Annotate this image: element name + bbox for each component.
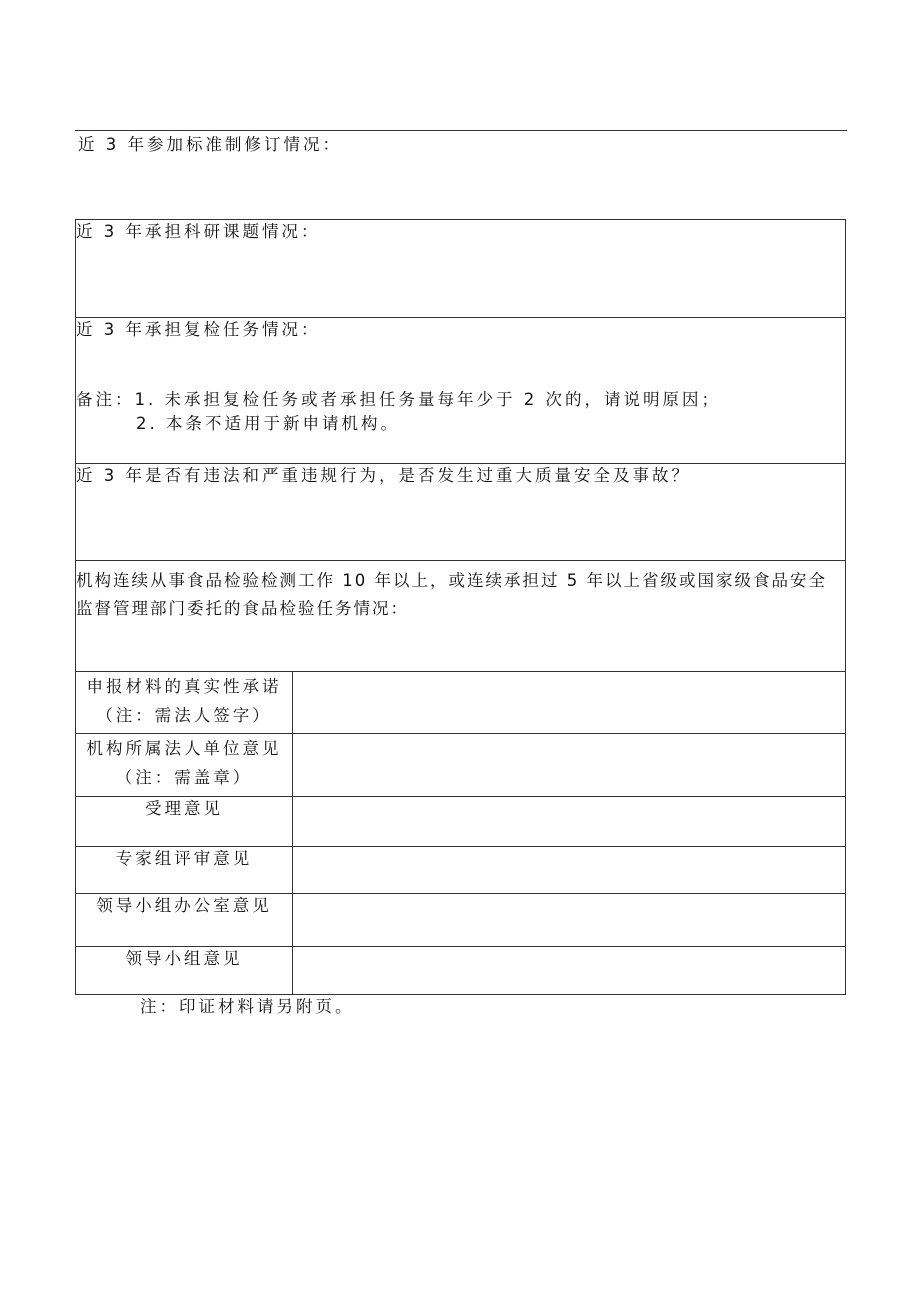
legal-unit-row bbox=[76, 734, 846, 797]
legal-unit-label: 机构所属法人单位意见 bbox=[86, 739, 282, 758]
leadership-value-cell[interactable] bbox=[293, 947, 846, 995]
legal-unit-value-cell[interactable] bbox=[293, 734, 846, 797]
commitment-row bbox=[76, 672, 846, 734]
expert-label: 专家组评审意见 bbox=[115, 849, 253, 868]
experience-row bbox=[76, 561, 846, 672]
leadership-label-cell bbox=[76, 947, 293, 995]
footnote: 注：印证材料请另附页。 bbox=[140, 997, 355, 1016]
violations-row bbox=[76, 464, 846, 561]
expert-value-cell[interactable] bbox=[293, 847, 846, 894]
experience-label: 机构连续从事食品检验检测工作 10 年以上，或连续承担过 5 年以上省级或国家级食品安全监督管理部门委托的食品检验任务情况： bbox=[76, 571, 827, 618]
acceptance-label-cell bbox=[76, 797, 293, 847]
recheck-row bbox=[76, 318, 846, 464]
experience-cell[interactable] bbox=[76, 561, 846, 672]
commitment-note: （注：需法人签字） bbox=[96, 706, 272, 725]
commitment-label: 申报材料的真实性承诺 bbox=[86, 677, 282, 696]
top-rule bbox=[75, 130, 847, 131]
acceptance-row bbox=[76, 797, 846, 847]
remark-line-2: 2. 本条不适用于新申请机构。 bbox=[136, 414, 400, 433]
leadership-label: 领导小组意见 bbox=[125, 949, 243, 968]
leadership-row bbox=[76, 947, 846, 995]
research-row bbox=[76, 220, 846, 318]
recheck-remark bbox=[76, 388, 845, 436]
office-label: 领导小组办公室意见 bbox=[96, 896, 272, 915]
acceptance-value-cell[interactable] bbox=[293, 797, 846, 847]
recheck-label: 近 3 年承担复检任务情况： bbox=[76, 320, 321, 339]
standards-revision-label: 近 3 年参加标准制修订情况： bbox=[78, 135, 342, 154]
office-label-cell bbox=[76, 894, 293, 947]
recheck-cell[interactable] bbox=[76, 318, 846, 464]
office-row bbox=[76, 894, 846, 947]
commitment-label-cell bbox=[76, 672, 293, 734]
remark-line-1: 备注：1. 未承担复检任务或者承担任务量每年少于 2 次的，请说明原因； bbox=[76, 390, 721, 409]
legal-unit-label-cell bbox=[76, 734, 293, 797]
violations-cell[interactable] bbox=[76, 464, 846, 561]
commitment-value-cell[interactable] bbox=[293, 672, 846, 734]
legal-unit-note: （注：需盖章） bbox=[115, 768, 253, 787]
office-value-cell[interactable] bbox=[293, 894, 846, 947]
research-cell[interactable] bbox=[76, 220, 846, 318]
research-label: 近 3 年承担科研课题情况： bbox=[76, 222, 321, 241]
expert-row bbox=[76, 847, 846, 894]
acceptance-label: 受理意见 bbox=[145, 799, 223, 818]
application-form-table bbox=[75, 219, 846, 995]
expert-label-cell bbox=[76, 847, 293, 894]
violations-label: 近 3 年是否有违法和严重违规行为，是否发生过重大质量安全及事故？ bbox=[76, 466, 691, 485]
